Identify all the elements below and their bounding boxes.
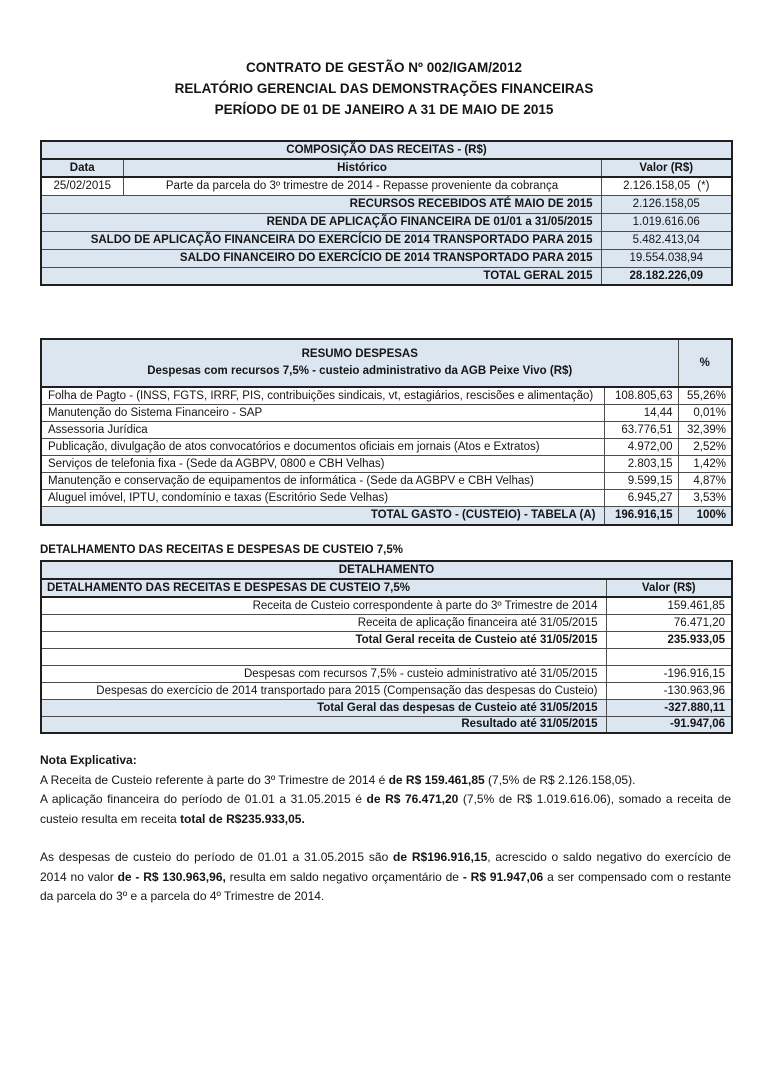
expense-desc: Serviços de telefonia fixa - (Sede da AGBPV, 0800 e CBH Velhas) [41,455,604,472]
total-value: 28.182.226,09 [601,267,732,285]
expense-value: 14,44 [604,404,678,421]
receitas-title-row [41,141,732,159]
note-text: A Receita de Custeio referente à parte do 3º Trimestre de 2014 é [40,772,389,787]
expense-desc: Manutenção e conservação de equipamentos de informática - (Sede da AGBPV e CBH Velhas) [41,472,604,489]
explanatory-note [40,751,731,907]
note-text: resulta em saldo negativo orçamentário de [225,869,463,884]
table-row [41,489,732,506]
entry-amount: 2.126.158,05 [623,180,691,193]
expense-value: 4.972,00 [604,438,678,455]
detalhamento-title-row [41,561,732,579]
table-row [41,249,732,267]
table-row [41,231,732,249]
detail-value: 159.461,85 [606,597,732,614]
entry-date: 25/02/2015 [41,177,123,195]
report-content [40,140,731,907]
note-text: , acrescido o saldo negativo do exercício de 2014 no valor [40,850,731,884]
note-amount: total de R$235.933,05. [180,811,305,826]
report-title-line1: CONTRATO DE GESTÃO Nº 002/IGAM/2012 [246,60,522,75]
report-title-line3: PERÍODO DE 01 DE JANEIRO A 31 DE MAIO DE 2015 [214,102,554,117]
summary-value: 19.554.038,94 [601,249,732,267]
note-text: (7,5% de R$ 1.019.616.06), somado a receita de custeio resulta em receita [40,792,731,826]
total-label: TOTAL GASTO - (CUSTEIO) - TABELA (A) [41,506,604,525]
column-header-detalhamento: DETALHAMENTO DAS RECEITAS E DESPESAS DE CUSTEIO 7,5% [41,579,606,597]
detail-desc: Total Geral receita de Custeio até 31/05/2015 [41,631,606,648]
detalhamento-table-title: DETALHAMENTO [41,561,732,579]
expense-value: 63.776,51 [604,421,678,438]
despesas-table-title [41,339,678,387]
detail-desc: Receita de Custeio correspondente à parte do 3º Trimestre de 2014 [41,597,606,614]
total-value: 196.916,15 [604,506,678,525]
table-row [41,387,732,404]
expense-desc: Publicação, divulgação de atos convocatórios e documentos oficiais em jornais (Atos e Extratos) [41,438,604,455]
expense-desc: Assessoria Jurídica [41,421,604,438]
detail-value: -196.916,15 [606,665,732,682]
summary-label: SALDO FINANCEIRO DO EXERCÍCIO DE 2014 TRANSPORTADO PARA 2015 [41,249,601,267]
note-text: A aplicação financeira do período de 01.01 a 31.05.2015 é [40,792,367,806]
entry-desc: Parte da parcela do 3º trimestre de 2014 - Repasse proveniente da cobrança [123,177,601,195]
expense-desc: Manutenção do Sistema Financeiro - SAP [41,404,604,421]
summary-value: 2.126.158,05 [601,195,732,213]
detail-desc: Despesas com recursos 7,5% - custeio administrativo até 31/05/2015 [41,665,606,682]
summary-value: 1.019.616.06 [601,213,732,231]
detail-value: -91.947,06 [606,716,732,733]
expense-value: 6.945,27 [604,489,678,506]
summary-label: RECURSOS RECEBIDOS ATÉ MAIO DE 2015 [41,195,601,213]
expense-value: 2.803,15 [604,455,678,472]
summary-value: 5.482.413,04 [601,231,732,249]
entry-value [601,177,732,195]
detail-desc: Total Geral das despesas de Custeio até 31/05/2015 [41,699,606,716]
detail-desc [41,648,606,665]
detalhamento-section-heading: DETALHAMENTO DAS RECEITAS E DESPESAS DE CUSTEIO 7,5% [40,544,403,556]
note-text: a ser compensado com o restante da parcela do 3º e a parcela do 4º Trimestre de 2014. [40,869,732,903]
column-header-percent: % [678,339,732,387]
result-row [41,716,732,733]
total-row [41,699,732,716]
total-label: TOTAL GERAL 2015 [41,267,601,285]
empty-row [41,648,732,665]
expense-value: 9.599,15 [604,472,678,489]
summary-label: SALDO DE APLICAÇÃO FINANCEIRA DO EXERCÍCIO DE 2014 TRANSPORTADO PARA 2015 [41,231,601,249]
detail-desc: Receita de aplicação financeira até 31/05/2015 [41,614,606,631]
note-spacer [40,829,731,848]
detalhamento-header-row [41,579,732,597]
note-amount: - R$ 91.947,06 [462,869,544,884]
receitas-table [40,140,733,286]
despesas-title-line1: RESUMO DESPESAS [301,348,418,360]
detail-desc: Despesas do exercício de 2014 transportado para 2015 (Compensação das despesas do Custeio) [41,682,606,699]
receitas-header-row [41,159,732,177]
detail-value: -327.880,11 [606,699,732,716]
note-amount: de - R$ 130.963,96, [117,869,226,884]
column-header-valor: Valor (R$) [606,579,732,597]
table-row [41,438,732,455]
table-row [41,404,732,421]
table-row [41,665,732,682]
note-text: (7,5% de R$ 2.126.158,05). [484,772,636,787]
table-row [41,195,732,213]
note-amount: de R$ 76.471,20 [366,792,459,806]
note-paragraph-1 [40,771,731,791]
summary-label: RENDA DE APLICAÇÃO FINANCEIRA DE 01/01 a 31/05/2015 [41,213,601,231]
detail-value: 235.933,05 [606,631,732,648]
despesas-table [40,338,733,526]
despesas-header-row [41,339,732,387]
entry-footnote-mark: (*) [697,180,710,193]
expense-percent: 4,87% [678,472,732,489]
detalhamento-table [40,560,733,734]
total-percent: 100% [678,506,732,525]
total-row [41,506,732,525]
expense-percent: 3,53% [678,489,732,506]
expense-percent: 0,01% [678,404,732,421]
note-paragraph-2 [40,790,731,829]
table-row [41,472,732,489]
total-row [41,267,732,285]
receitas-table-title: COMPOSIÇÃO DAS RECEITAS - (R$) [41,141,732,159]
expense-percent: 32,39% [678,421,732,438]
expense-value: 108.805,63 [604,387,678,404]
detail-value: -130.963,96 [606,682,732,699]
table-row [41,213,732,231]
table-row [41,597,732,614]
detail-value: 76.471,20 [606,614,732,631]
expense-percent: 55,26% [678,387,732,404]
report-title [0,0,768,120]
table-row [41,421,732,438]
table-row [41,614,732,631]
note-paragraph-3 [40,848,731,907]
note-amount: de R$196.916,15 [393,850,488,864]
note-amount: de R$ 159.461,85 [388,772,485,787]
expense-percent: 1,42% [678,455,732,472]
expense-desc: Aluguel imóvel, IPTU, condomínio e taxas (Escritório Sede Velhas) [41,489,604,506]
table-row [41,455,732,472]
table-row [41,177,732,195]
detail-desc: Resultado até 31/05/2015 [41,716,606,733]
report-title-line2: RELATÓRIO GERENCIAL DAS DEMONSTRAÇÕES FINANCEIRAS [174,81,594,96]
table-row [41,682,732,699]
detail-value [606,648,732,665]
expense-percent: 2,52% [678,438,732,455]
note-heading: Nota Explicativa: [40,753,137,767]
note-text: As despesas de custeio do período de 01.01 a 31.05.2015 são [40,850,394,864]
expense-desc: Folha de Pagto - (INSS, FGTS, IRRF, PIS, contribuições sindicais, vt, estagiários, rescisões e alimentação) [41,387,604,404]
despesas-title-line2: Despesas com recursos 7,5% - custeio administrativo da AGB Peixe Vivo (R$) [147,365,573,377]
column-header-historico: Histórico [123,159,601,177]
column-header-valor: Valor (R$) [601,159,732,177]
subtotal-row [41,631,732,648]
column-header-data: Data [41,159,123,177]
